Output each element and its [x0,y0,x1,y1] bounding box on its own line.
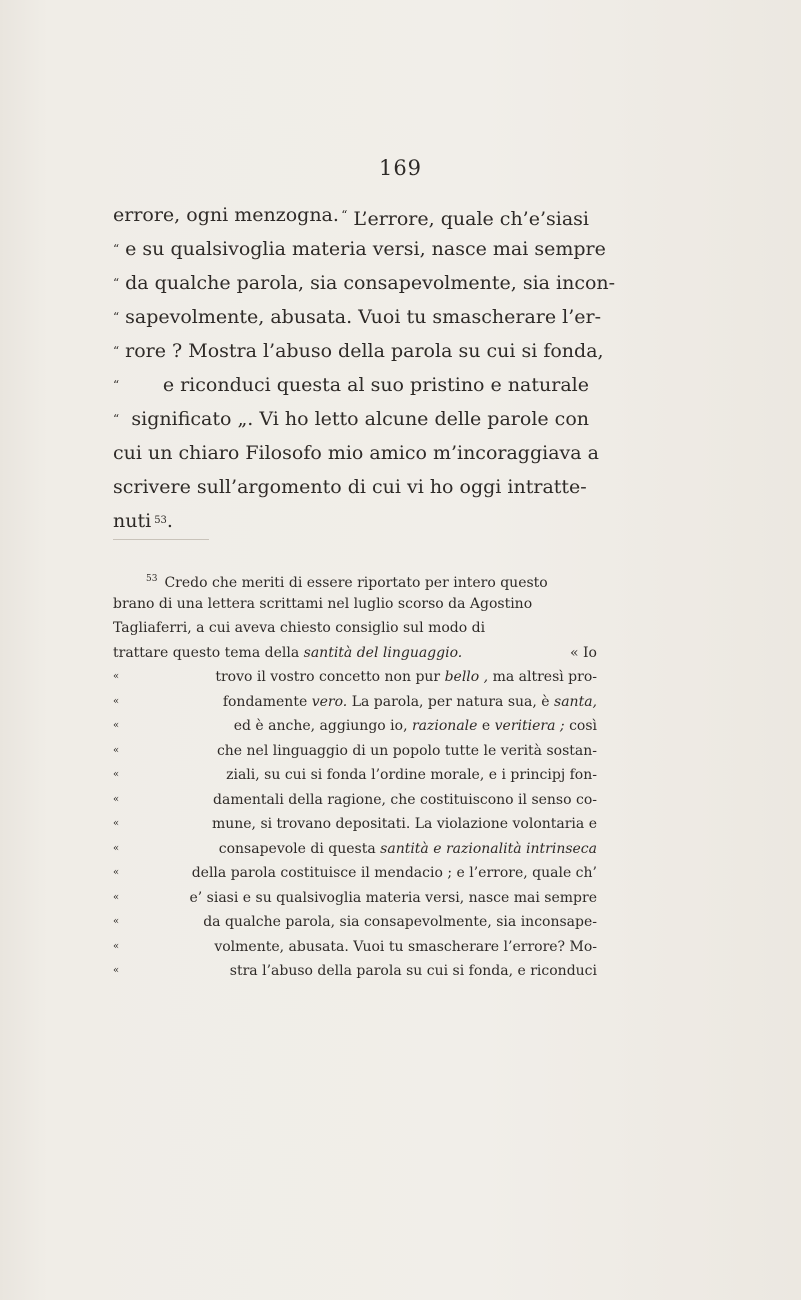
text-line: errore, ogni menzogna. “ L’errore, quale ch’e’siasi [113,204,589,230]
footnote-line: « ziali, su cui si fonda l’ordine morale, e i principj fon- [113,763,597,788]
footnote-line: « mune, si trovano depositati. La violazione volontaria e [113,812,597,837]
quote-mark: « [113,867,120,878]
quote-mark: « [113,744,120,756]
quote-mark: « [113,940,120,952]
quote-mark: “ [113,242,120,256]
main-text [113,198,616,538]
footnote-line: « volmente, abusata. Vuoi tu smascherare l’errore? Mo- [113,935,597,960]
footnote-line: trattare questo tema della santità del linguaggio. « Io [113,644,597,661]
footnote-ref: 53 [154,515,167,526]
quote-mark: « [113,842,120,854]
footnote-separator [113,539,209,540]
text-line: nuti 53 . [113,504,589,538]
footnote-line: « fondamente vero. La parola, per natura sua, è santa, [113,690,597,715]
quote-mark: « [113,671,120,682]
quote-mark: « [113,695,120,707]
quote-mark: “ [113,412,120,426]
quote-mark: “ [113,310,120,324]
quote-mark: “ [113,378,120,392]
footnote-line: « e’ siasi e su qualsivoglia materia versi, nasce mai sempre [113,886,597,911]
text-line: “ sapevolmente, abusata. Vuoi tu smascherare l’er- [113,300,589,334]
text-line: “ e su qualsivoglia materia versi, nasce mai sempre [113,232,589,266]
quote-mark: « [113,793,120,805]
text-line: “ significato „. Vi ho letto alcune delle parole con [113,402,589,436]
quote-mark: « [113,916,120,927]
quote-mark: « [113,891,120,903]
footnote-line: « damentali della ragione, che costituiscono il senso co- [113,788,597,813]
footnote-line: « consapevole di questa santità e razionalità intrinseca [113,837,597,862]
quote-mark: “ [341,208,348,222]
text-line: “ e riconduci questa al suo pristino e naturale [113,368,589,402]
footnote-line: brano di una lettera scrittami nel luglio scorso da Agostino [113,595,533,612]
quote-mark: “ [113,344,120,358]
quote-mark: « [113,720,120,731]
footnote-line: « della parola costituisce il mendacio ; e l’errore, quale ch’ [113,861,597,886]
text-line: scrivere sull’argomento di cui vi ho oggi intratte- [113,476,587,498]
footnote [113,567,597,984]
footnote-line: « ed è anche, aggiungo io, razionale e veritiera ; così [113,714,597,739]
quote-mark: « [113,769,120,780]
text-line: “ rore ? Mostra l’abuso della parola su cui si fonda, [113,334,589,368]
footnote-line: « stra l’abuso della parola su cui si fonda, e riconduci [113,959,597,984]
footnote-number: 53 [146,574,158,584]
footnote-line: « trovo il vostro concetto non pur bello , ma altresì pro- [113,665,597,690]
footnote-line: Tagliaferri, a cui aveva chiesto consiglio sul modo di [113,620,486,636]
footnote-line: « che nel linguaggio di un popolo tutte le verità sostan- [113,739,597,764]
footnote-line: « da qualche parola, sia consapevolmente, sia inconsape- [113,910,597,935]
text-line: cui un chiaro Filosofo mio amico m’incoraggiava a [113,442,599,464]
footnote-line: $^{53}$ Credo che meriti di essere riportato per intero questo [146,574,548,591]
page-number: 169 [378,156,423,180]
quote-mark: « [113,965,120,976]
quote-mark: “ [113,276,120,290]
quote-mark: « [113,818,120,829]
text-line: “ da qualche parola, sia consapevolmente, sia incon- [113,266,589,300]
